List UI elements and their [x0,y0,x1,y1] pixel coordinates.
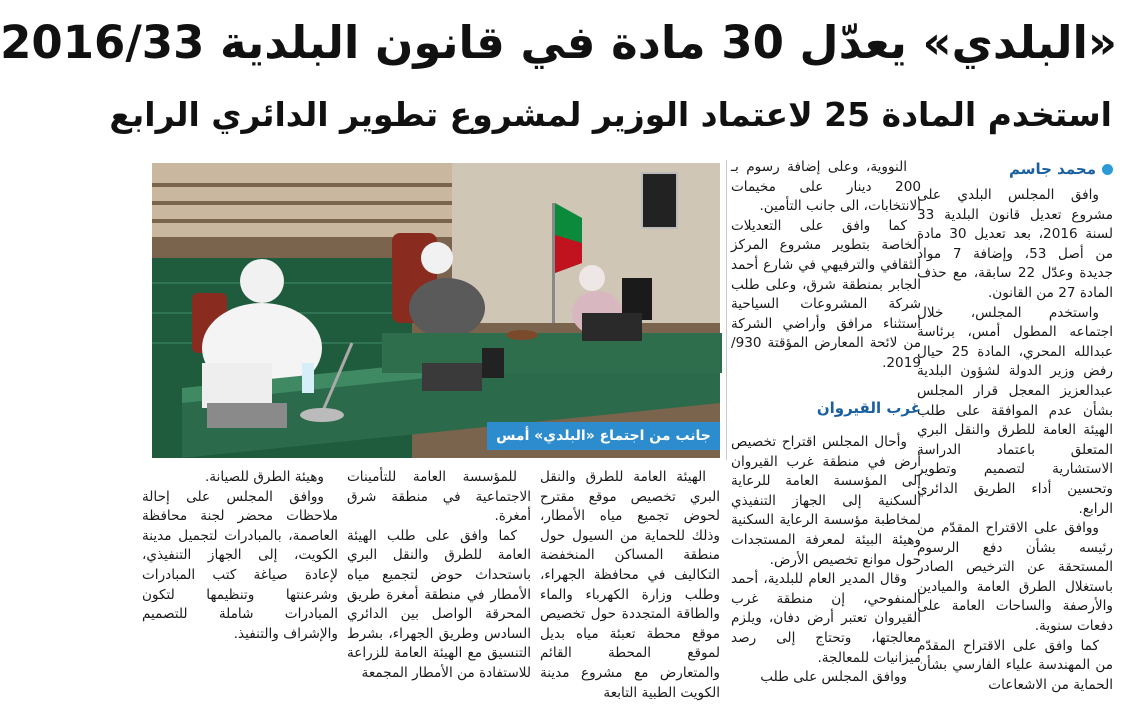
article-column-2-top [731,158,921,380]
paragraph: كما وافق على طلب الهيئة العامة للطرق والنقل البري باستحداث حوض لتجميع مياه الأمطار في منطقة أمغرة طريق المحرقة الواصل بين الدائري السادس وطريق الجهراء، بشرط التنسيق مع الهيئة العامة للزراعة للاستفادة من الأمطار المجمعة [347,527,531,681]
paragraph: كما وافق على الاقتراح المقدّم من المهندسة علياء الفارسي بشأن الحماية من الاشعاعات [917,637,1113,693]
article-column-4 [347,468,531,713]
meeting-photo-illustration [152,163,720,458]
headline: «البلدي» يعدّل 30 مادة في قانون البلدية 2016/33 [0,16,1117,69]
paragraph: للمؤسسة العامة للتأمينات الاجتماعية في منطقة شرق أمغرة. [347,469,531,525]
paragraph: النووية، وعلى إضافة رسوم بـ 200 دينار على مخيمات الانتخابات، الى جانب التأمين. [731,159,921,215]
paragraph: الهيئة العامة للطرق والنقل البري تخصيص موقع مقترح لحوض تجميع مياه الأمطار، وذلك للحماية من السيول حول منطقة المساكن المنخفضة التكاليف في محافظة الجهراء، وطلب وزارة الكهرباء والماء والطاقة المتجددة حول تخصيص موقع محطة تعبئة مياه بديل لموقع المحطة القائم والمتعارض مع مشروع مدينة الكويت الطبية التابعة [540,469,720,701]
paragraph: ووافق المجلس على طلب [760,669,907,686]
article-column-5 [142,468,338,713]
paragraph: ووافق على الاقتراح المقدّم من رئيسه بشأن دفع الرسوم المستحقة عن الترخيص الصادر باستغلال الطرق العامة والميادين والأرصفة والساحات العامة على دفعات سنوية. [917,520,1113,635]
article-column-1 [917,186,1113,713]
paragraph: كما وافق على التعديلات الخاصة بتطوير مشروع المركز الثقافي والترفيهي في شارع أحمد الجابر بمنطقة شرق، وعلى طلب شركة المشروعات السياحية استثناء مرافق وأراضي الشركة من لائحة المعارض المؤقتة 930/ 2019. [731,217,921,371]
article-column-3 [540,468,720,713]
paragraph: واستخدم المجلس، خلال اجتماعه المطول أمس، برئاسة عبدالله المحري، المادة 25 حيال رفض وزير الدولة لشؤون البلدية عبدالعزيز المعجل قرار المجلس بشأن عدم الموافقة على طلب الهيئة العامة للطرق والنقل البري المتعلق باعتماد الدراسة الاستشارية لتصميم وتطوير وتحسين أداء الطريق الدائري الرابع. [917,304,1113,517]
section-heading: غرب القيروان [816,399,921,417]
paragraph: ووافق المجلس على إحالة ملاحظات محضر لجنة محافظة العاصمة، بالمبادرات لتجميل مدينة الكويت، إلى الجهاز التنفيذي، لإعادة صياغة كتب المبادرات وشرعنتها وتنظيمها لتكون المبادرات شاملة للتصميم والإشراف والتنفيذ. [142,488,338,642]
article-column-2-bottom [731,433,921,713]
paragraph: وافق المجلس البلدي على مشروع تعديل قانون البلدية 33 لسنة 2016، بعد تعديل 30 مادة من أصل 53، وإضافة 7 مواد جديدة وعدّل 22 سابقة، مع حذف المادة 27 من القانون. [917,187,1113,301]
paragraph: وهيئة الطرق للصيانة. [204,469,324,485]
column-divider [726,160,727,460]
meeting-photo [152,163,720,458]
photo-caption: جانب من اجتماع «البلدي» أمس [487,422,720,450]
bullet-dot-icon [1102,164,1113,175]
paragraph: وقال المدير العام للبلدية، أحمد المنفوحي، إن منطقة غرب القيروان تعتبر أرض دفان، ويلزم معالجتها، وتحتاج إلى رصد ميزانيات للمعالجة. [731,571,921,666]
paragraph: وأحال المجلس اقتراح تخصيص أرض في منطقة غرب القيروان إلى المؤسسة العامة للرعاية السكنية إلى الجهاز التنفيذي لمخاطبة مؤسسة الرعاية السكنية وهيئة البيئة لمعرفة المستجدات حول موانع تخصيص الأرض. [731,434,921,568]
byline [917,158,1113,180]
subheadline: استخدم المادة 25 لاعتماد الوزير لمشروع تطوير الدائري الرابع [109,95,1112,134]
byline-author: محمد جاسم [1009,160,1096,178]
